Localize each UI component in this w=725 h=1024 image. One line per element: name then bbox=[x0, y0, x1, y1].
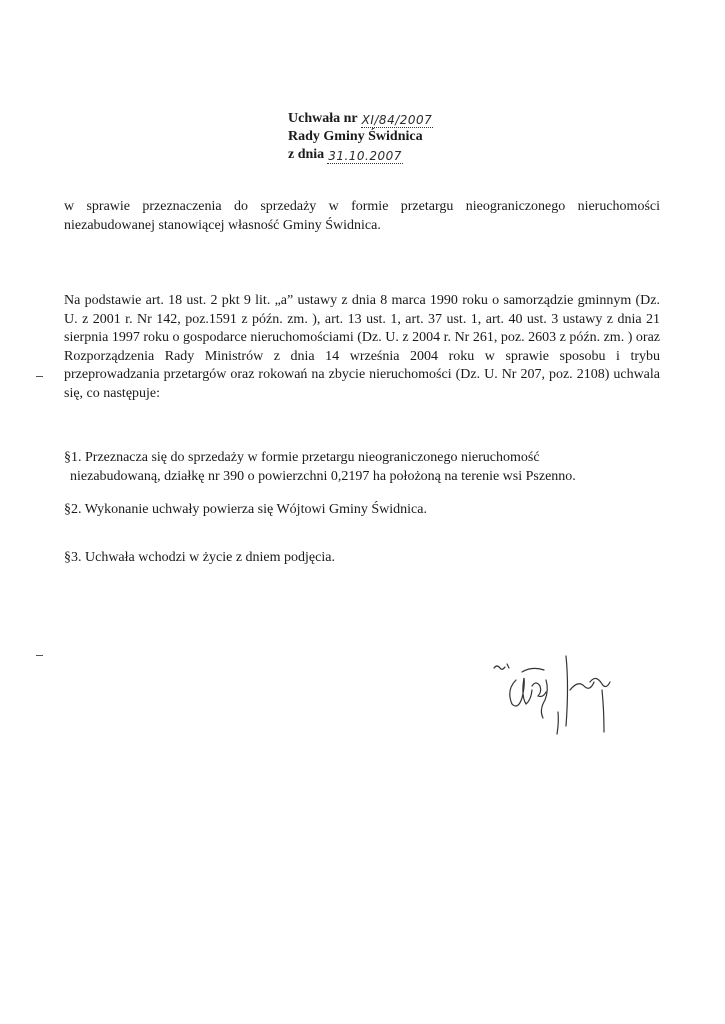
legal-basis-paragraph: Na podstawie art. 18 ust. 2 pkt 9 lit. „a” ustawy z dnia 8 marca 1990 roku o samorządzie gminnym (Dz. U. z 2001 r. Nr 142, poz.1591 z późn. zm. ), art. 13 ust. 1, art. 37 ust. 1, art. 40 ust. 3 ustawy z dnia 21 sierpnia 1997 roku o gospodarce nieruchomościami (Dz. U. z 2004 r. Nr 261, poz. 2603 z późn. zm. ) oraz Rozporządzenia Rady Ministrów z dnia 14 września 2004 roku w sprawie sposobu i trybu przeprowadzania przetargów oraz rokowań na zbycie nieruchomości (Dz. U. Nr 207, poz. 2108) uchwala się, co następuje: bbox=[64, 293, 660, 401]
resolution-date-handwritten: 31.10.2007 bbox=[328, 149, 402, 163]
section-1-line-1: §1. Przeznacza się do sprzedaży w formie przetargu nieograniczonego nieruchomość bbox=[64, 450, 540, 465]
resolution-number-label: Uchwała nr bbox=[288, 111, 358, 126]
resolution-subject: w sprawie przeznaczenia do sprzedaży w formie przetargu nieograniczonego nieruchomości niezabudowanej stanowiącej własność Gminy Świdnica. bbox=[64, 199, 660, 233]
section-1-line-2: niezabudowaną, działkę nr 390 o powierzchni 0,2197 ha położoną na terenie wsi Pszenno. bbox=[70, 468, 576, 484]
margin-mark bbox=[36, 655, 43, 656]
section-1 bbox=[64, 449, 660, 486]
resolution-date-row bbox=[288, 146, 433, 164]
margin-mark bbox=[36, 376, 43, 377]
council-name-text: Rady Gminy Świdnica bbox=[288, 129, 423, 144]
handwritten-signature bbox=[488, 650, 648, 745]
section-3: §3. Uchwała wchodzi w życie z dniem podjęcia. bbox=[64, 550, 335, 565]
resolution-header bbox=[288, 110, 433, 164]
resolution-number-handwritten: XI/84/2007 bbox=[361, 113, 433, 127]
resolution-date-label: z dnia bbox=[288, 147, 325, 162]
section-2: §2. Wykonanie uchwały powierza się Wójtowi Gminy Świdnica. bbox=[64, 502, 427, 517]
council-name bbox=[288, 128, 433, 146]
resolution-number-row bbox=[288, 110, 433, 128]
